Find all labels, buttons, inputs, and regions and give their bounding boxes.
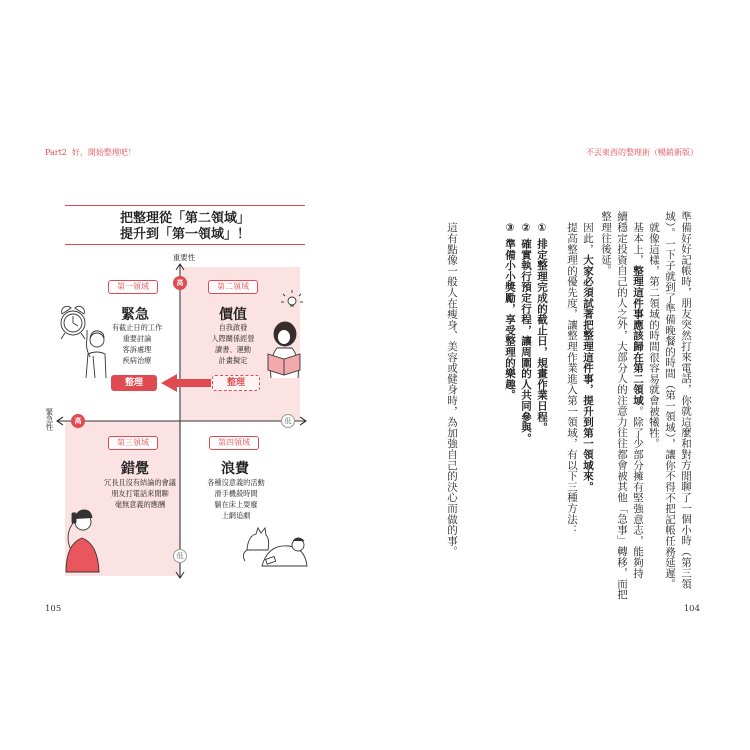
right-page-number: 104 <box>683 604 700 614</box>
left-running-header <box>45 148 136 158</box>
list-item: 人際關係經營 <box>211 334 255 343</box>
text-segment: 這有點像一般人在瘦身、美容或健身時，為加強自己的決心而做的事。 <box>446 222 458 557</box>
list-item: 疾病治療 <box>122 356 152 365</box>
list-item: 毫無意義的應酬 <box>114 500 166 509</box>
text-column <box>444 222 460 557</box>
title-rule-top <box>65 205 305 206</box>
text-segment: 就像這樣，第二領域的時間很容易就會被犧牲。 <box>648 222 660 449</box>
organize-target-tag: 整理 <box>111 375 157 391</box>
quadrant-one-label: 第一領域 <box>108 280 158 294</box>
emphasis-segment: ② 確實執行預定行程，讓周圍的人共同參與。 <box>520 222 532 444</box>
list-item: 重要討論 <box>122 334 152 343</box>
emphasis-segment: 大家必須試著把整理這件事，提升到第一領域來。 <box>582 254 594 493</box>
quadrant-three-label: 第三領域 <box>108 436 158 450</box>
quadrant-three-heading: 錯覺 <box>121 461 149 477</box>
text-segment: 提高整理的優先度，讓整理作業進入第一領域，有以下三種方法： <box>566 222 578 536</box>
list-item: 計畫擬定 <box>218 356 248 365</box>
list-item: 自我啟發 <box>218 323 248 332</box>
list-item: 躺在床上耍廢 <box>214 500 258 509</box>
quadrant-two-heading: 價值 <box>219 307 247 323</box>
quadrant-one-list <box>97 322 177 366</box>
right-running-header: 不丟東西的整理術（暢銷新版） <box>586 148 698 157</box>
person-lying-with-cat-illustration <box>243 528 307 566</box>
title-rule-bottom <box>65 244 305 245</box>
marker-low-importance: 低 <box>173 549 187 563</box>
quadrant-three-list <box>85 477 195 510</box>
text-segment: 續穩定投資自己的人之外，大部分人的注意力往往都會被其他「急事」轉移，而把 <box>616 211 628 600</box>
list-item: 冗長且沒有結論的會議 <box>104 478 176 487</box>
emphasis-segment: ③ 準備小小獎勵，享受整理的樂趣。 <box>504 222 516 401</box>
chapter-title: 好，開始整理吧！ <box>71 148 136 157</box>
organize-source-tag: 整理 <box>212 375 260 391</box>
diagram-title-line-1: 把整理從「第二領域」 <box>119 211 250 226</box>
emphasis-segment: 整理這件事應該歸在第二領域 <box>632 265 644 406</box>
marker-high-importance: 高 <box>173 276 187 290</box>
text-segment: 準備好好記帳時，朋友突然打來電話，你就這麼和對方閒聊了一個小時（第三領 <box>680 211 692 589</box>
text-column <box>678 211 694 589</box>
text-column <box>614 211 630 600</box>
quadrant-four-heading: 浪費 <box>221 461 249 477</box>
diagram-title-line-2: 提升到「第一領域」！ <box>119 227 250 242</box>
vertical-axis-label: 重要性 <box>172 253 196 262</box>
text-segment: 因此， <box>582 222 594 255</box>
horizontal-axis-label: 緊急性 <box>45 408 54 431</box>
list-item: 各種沒意義的活動 <box>207 478 265 487</box>
text-column <box>564 222 580 535</box>
text-segment: 整理往後延。 <box>600 211 612 276</box>
list-item: 讀書、運動 <box>215 345 251 354</box>
text-column <box>662 211 678 589</box>
quadrant-four-list <box>186 477 286 521</box>
list-item: 客訴處理 <box>122 345 152 354</box>
quadrant-one-heading: 緊急 <box>121 307 149 323</box>
list-item: 滑手機殺時間 <box>214 489 258 498</box>
left-page-number: 105 <box>45 604 62 614</box>
text-segment: 基本上， <box>632 222 644 266</box>
text-column <box>646 222 662 449</box>
quadrant-two-label: 第二領域 <box>208 280 258 294</box>
text-segment: 。除了少部分擁有堅強意志，能夠持 <box>632 405 644 579</box>
marker-high-urgency: 高 <box>71 414 85 428</box>
part-label: Part2 <box>45 148 67 157</box>
text-column <box>630 222 646 578</box>
quadrant-four-label: 第四領域 <box>209 436 259 450</box>
list-item: 朋友打電話來閒聊 <box>111 489 169 498</box>
quadrant-two-list <box>193 322 273 366</box>
method-item-1 <box>534 222 550 433</box>
method-item-2 <box>518 222 534 443</box>
method-item-3 <box>502 222 518 400</box>
text-column <box>580 222 596 492</box>
text-column <box>598 211 614 276</box>
marker-low-urgency: 低 <box>281 414 295 428</box>
emphasis-segment: ① 排定整理完成的截止日，規畫作業日程。 <box>536 222 548 433</box>
list-item: 上網追劇 <box>221 511 251 520</box>
list-item: 有截止日的工作 <box>111 323 163 332</box>
text-segment: 域）。一下子就到了準備晚餐的時間（第一領域），讓你不得不把記帳任務延遲。 <box>664 211 676 590</box>
